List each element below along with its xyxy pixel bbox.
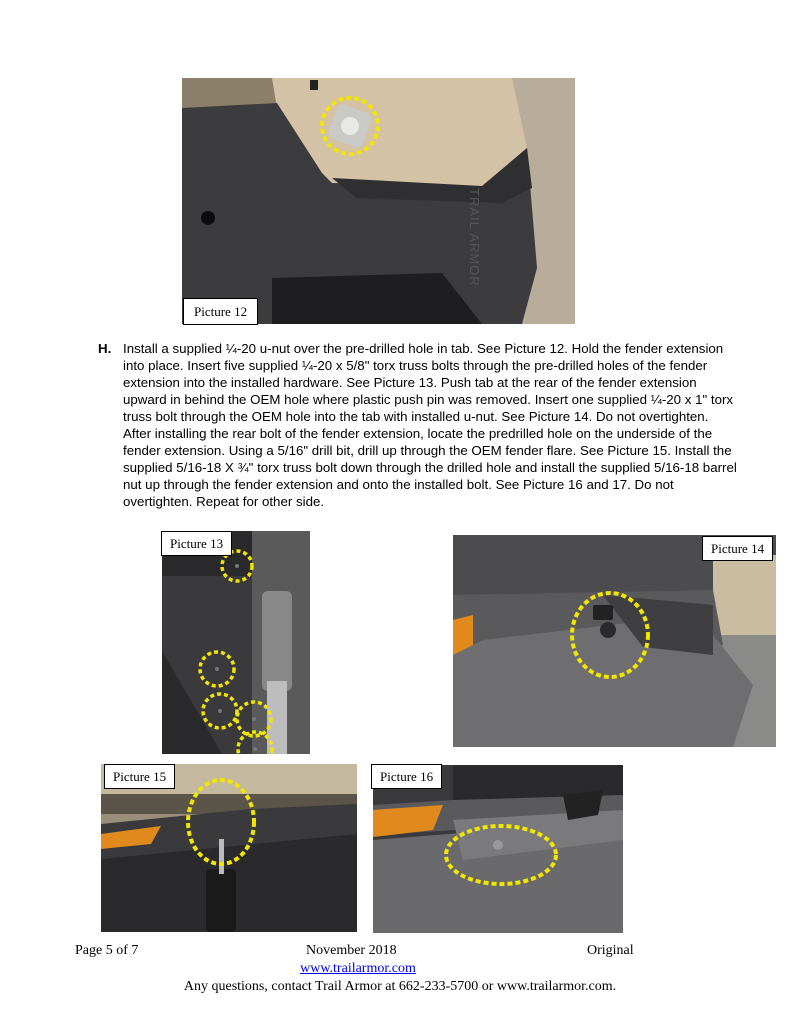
footer-page-number: Page 5 of 7	[75, 943, 139, 958]
website-link[interactable]: www.trailarmor.com	[300, 961, 416, 976]
picture-16-photo	[373, 765, 623, 933]
footer-date: November 2018	[306, 943, 397, 958]
picture-15-photo	[101, 764, 357, 932]
picture-15-caption: Picture 15	[104, 764, 175, 789]
footer-website-row	[0, 961, 716, 977]
footer-status: Original	[587, 943, 634, 958]
picture-14-photo	[453, 535, 776, 747]
trail-armor-stamp: TRAIL ARMOR	[467, 188, 482, 287]
step-text: Install a supplied ¼-20 u-nut over the pre-drilled hole in tab. See Picture 12. Hold the fender extension into place. Insert five supplied ¼-20 x 5/8" torx truss bolts through the pre-drilled holes of the fender extension into the installed hardware. See Picture 13. Push tab at the rear of the fender extension upward in behind the OEM hole where plastic push pin was removed. Insert one supplied ¼-20 x 1" torx truss bolt through the OEM hole into the tab with installed u-nut. See Picture 14. Do not overtighten. After installing the rear bolt of the fender extension, locate the predrilled hole on the underside of the fender extension. Using a 5/16" drill bit, drill up through the OEM fender flare. See Picture 15. Install the supplied 5/16-18 X ¾" torx truss bolt down through the drilled hole and install the supplied 5/16-18 barrel nut up through the fender extension and onto the installed bolt. See Picture 16 and 17. Do not overtighten. Repeat for other side.	[123, 341, 737, 509]
picture-13-caption: Picture 13	[161, 531, 232, 556]
picture-12-caption: Picture 12	[183, 298, 258, 325]
instruction-step-h	[98, 340, 738, 510]
footer-contact: Any questions, contact Trail Armor at 662-233-5700 or www.trailarmor.com.	[183, 979, 617, 994]
picture-16-caption: Picture 16	[371, 764, 442, 789]
picture-13-photo	[162, 531, 310, 754]
picture-14-caption: Picture 14	[702, 536, 773, 561]
step-letter: H.	[98, 341, 112, 356]
picture-12-photo	[182, 78, 575, 324]
